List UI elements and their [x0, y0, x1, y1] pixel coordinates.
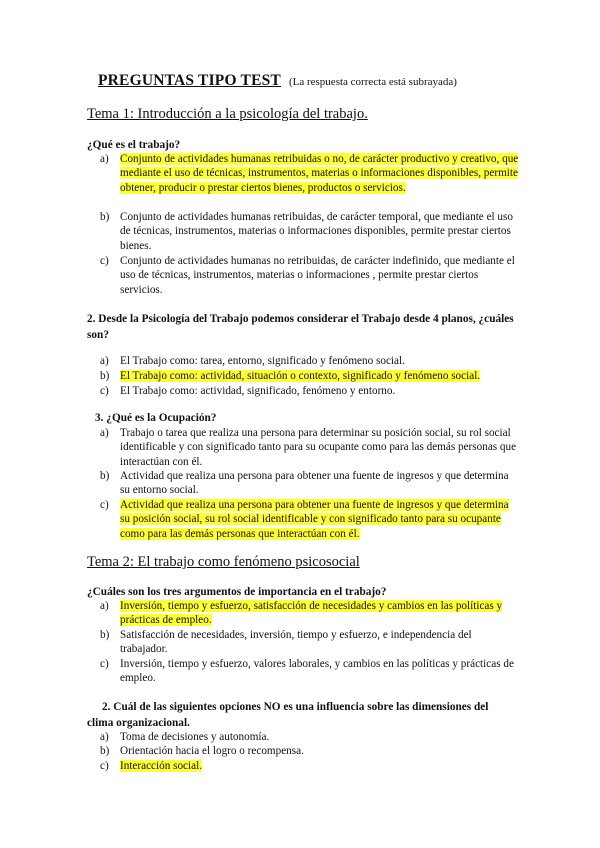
option-label: b): [100, 211, 110, 223]
option-label: b): [100, 470, 110, 482]
option-text: Trabajo o tarea que realiza una persona para determinar su posición social, su rol social identificable y con significado tanto para su ocupante como para las demás personas que interactúan con él.: [120, 427, 517, 468]
question-2-1: ¿Cuáles son los tres argumentos de importancia en el trabajo?: [87, 586, 387, 598]
option-2-2-a: [100, 730, 520, 744]
option-label: b): [100, 629, 110, 641]
option-label: c): [100, 658, 109, 670]
option-label: a): [100, 600, 109, 612]
option-text: Conjunto de actividades humanas no retribuidas, de carácter indefinido, que mediante el uso de técnicas, instrumentos, materias o informaciones , permite prestar ciertos servicios.: [120, 255, 515, 296]
option-label: a): [100, 731, 109, 743]
option-text-correct: Interacción social.: [120, 760, 202, 772]
option-label: a): [100, 153, 109, 165]
option-2-2-b: [100, 744, 520, 758]
option-label: c): [100, 760, 109, 772]
option-2-1-a: [100, 599, 520, 628]
option-2-1-c: [100, 657, 520, 686]
option-text: Conjunto de actividades humanas retribuidas, de carácter temporal, que mediante el uso de técnicas, instrumentos, materias o informaciones disponibles, permite prestar ciertos bienes.: [120, 211, 513, 252]
option-text: Orientación hacia el logro o recompensa.: [120, 745, 304, 757]
option-label: a): [100, 355, 109, 367]
section-title-tema2: Tema 2: El trabajo como fenómeno psicosocial: [87, 554, 360, 570]
header: [98, 72, 457, 90]
option-1-3-b: [100, 469, 520, 498]
title-note: (La respuesta correcta está subrayada): [288, 76, 457, 88]
option-text-correct: Actividad que realiza una persona para obtener una fuente de ingresos y que determina su posición social, su rol social identificable y con significado tanto para su ocupante como para las demás personas que interactúan con él.: [120, 499, 509, 540]
option-1-2-b: [100, 369, 520, 383]
option-text: Satisfacción de necesidades, inversión, tiempo y esfuerzo, e independencia del trabajador.: [120, 629, 472, 656]
option-label: c): [100, 255, 109, 267]
option-text-correct: Conjunto de actividades humanas retribuidas o no, de carácter productivo y creativo, que mediante el uso de técnicas, instrumentos, materias o informaciones disponibles, permite obtener, producir o prestar ciertos bienes, productos o servicios.: [120, 153, 519, 194]
option-label: c): [100, 499, 109, 511]
option-text: Inversión, tiempo y esfuerzo, valores laborales, y cambios en las políticas y prácticas de empleo.: [120, 658, 514, 685]
option-text: Toma de decisiones y autonomía.: [120, 731, 270, 743]
option-1-3-a: [100, 426, 520, 469]
option-label: b): [100, 745, 110, 757]
question-2-2: 2. Cuál de las siguientes opciones NO es una influencia sobre las dimensiones del clima organizacional.: [87, 701, 489, 729]
page-title: PREGUNTAS TIPO TEST: [98, 72, 281, 89]
option-text: El Trabajo como: tarea, entorno, significado y fenómeno social.: [120, 355, 405, 367]
option-label: a): [100, 427, 109, 439]
question-1-3: 3. ¿Qué es la Ocupación?: [95, 412, 217, 424]
option-text-correct: Inversión, tiempo y esfuerzo, satisfacción de necesidades y cambios en las políticas y prácticas de empleo.: [120, 600, 503, 627]
option-2-1-b: [100, 628, 520, 657]
option-1-3-c: [100, 498, 520, 541]
option-1-1-a: [100, 152, 520, 195]
question-1-2: 2. Desde la Psicología del Trabajo podemos considerar el Trabajo desde 4 planos, ¿cuáles son?: [87, 313, 514, 341]
option-1-2-a: [100, 354, 520, 368]
option-label: c): [100, 385, 109, 397]
option-1-2-c: [100, 384, 520, 398]
option-text: El Trabajo como: actividad, significado, fenómeno y entorno.: [120, 385, 396, 397]
option-text: Actividad que realiza una persona para obtener una fuente de ingresos y que determina su entorno social.: [120, 470, 509, 497]
option-1-1-b: [100, 210, 520, 253]
option-1-1-c: [100, 254, 520, 297]
option-label: b): [100, 370, 110, 382]
option-text-correct: El Trabajo como: actividad, situación o contexto, significado y fenómeno social.: [120, 370, 481, 382]
section-title-tema1: Tema 1: Introducción a la psicología del trabajo.: [87, 106, 368, 122]
option-2-2-c: [100, 759, 520, 773]
question-1-1: ¿Qué es el trabajo?: [87, 139, 181, 151]
